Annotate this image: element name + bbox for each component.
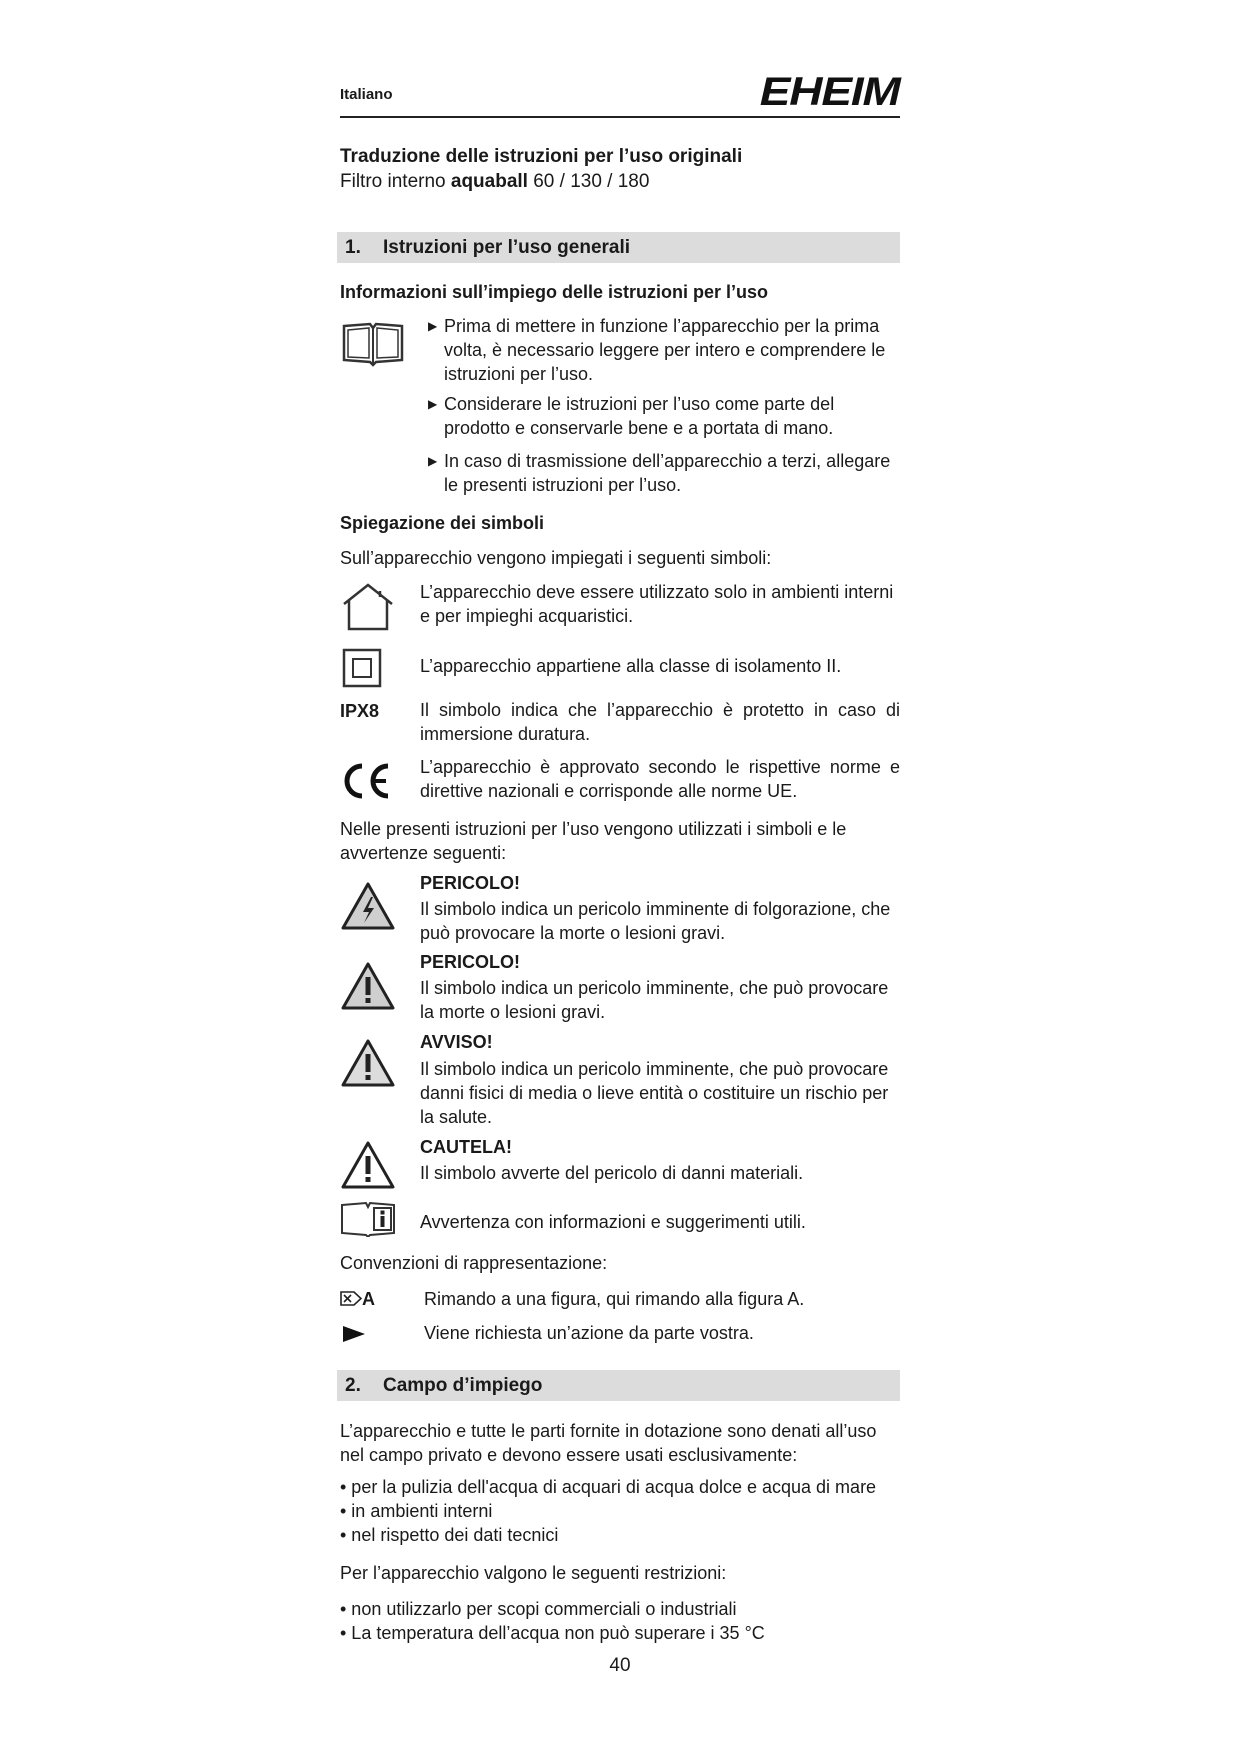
warning-title: PERICOLO! [420, 873, 521, 893]
warnings-intro: Nelle presenti istruzioni per l’uso vengono utilizzati i simboli e le avvertenze seguenti: [340, 819, 847, 863]
info-book-icon [340, 1201, 396, 1237]
restrictions-list [340, 1597, 900, 1645]
list-item: • per la pulizia dell'acqua di acquari di acqua dolce e acqua di mare [340, 1477, 877, 1497]
instruction-bullet: ▶ Prima di mettere in funzione l’apparecchio per la prima volta, è necessario leggere per intero e comprendere le istruzioni per l’uso. [428, 316, 886, 384]
ipx8-symbol-text: Il simbolo indica che l’apparecchio è protetto in caso di immersione duratura. [420, 700, 900, 744]
document-title: Traduzione delle istruzioni per l’uso originali [340, 146, 743, 167]
eheim-logo: EHEIM [760, 70, 900, 114]
insulation-class-2-icon [342, 648, 382, 688]
caution-warning-icon [340, 1038, 396, 1088]
action-text: Viene richiesta un’azione da parte vostra. [424, 1323, 754, 1343]
section-2-heading: 2. Campo d’impiego [337, 1370, 900, 1401]
language-label: Italiano [340, 86, 393, 103]
book-icon [340, 320, 406, 368]
page-header [340, 70, 900, 118]
info-usage-heading: Informazioni sull’impiego delle istruzioni per l’uso [340, 282, 769, 302]
warning-text: Il simbolo indica un pericolo imminente, che può provocare danni fisici di media o lieve entità o costituire un rischio per la salute. [420, 1059, 889, 1127]
instruction-bullet: ▶ In caso di trasmissione dell’apparecchio a terzi, allegare le presenti istruzioni per l’uso. [428, 451, 891, 495]
ipx8-label: IPX8 [340, 701, 380, 721]
action-arrow-icon [343, 1326, 365, 1342]
usage-intro: L’apparecchio e tutte le parti fornite in dotazione sono denati all’uso nel campo privato e devono essere usati esclusivamente: [340, 1421, 877, 1465]
list-item: • non utilizzarlo per scopi commerciali o industriali [340, 1599, 737, 1619]
danger-warning-icon [340, 961, 396, 1011]
warning-text: Il simbolo avverte del pericolo di danni materiali. [420, 1163, 804, 1183]
figure-reference-icon [340, 1291, 362, 1306]
indoor-symbol-text: L’apparecchio deve essere utilizzato solo in ambienti interni e per impieghi acquaristici. [420, 582, 894, 626]
warning-title: AVVISO! [420, 1032, 493, 1052]
figure-reference-label: A [340, 1289, 375, 1310]
conventions-heading: Convenzioni di rappresentazione: [340, 1253, 608, 1273]
list-item: • La temperatura dell’acqua non può superare i 35 °C [340, 1623, 765, 1643]
instruction-bullet: ▶ Considerare le istruzioni per l’uso come parte del prodotto e conservarle bene e a portata di mano. [428, 394, 835, 438]
usage-list [340, 1475, 900, 1547]
ce-symbol-text: L’apparecchio è approvato secondo le rispettive norme e direttive nazionali e corrisponde alle norme UE. [420, 757, 900, 801]
material-damage-icon [340, 1140, 396, 1190]
symbols-heading: Spiegazione dei simboli [340, 513, 545, 533]
electric-hazard-icon [340, 881, 396, 931]
ce-mark-icon [340, 760, 392, 802]
info-note-text: Avvertenza con informazioni e suggerimenti utili. [420, 1212, 806, 1232]
class2-symbol-text: L’apparecchio appartiene alla classe di isolamento II. [420, 656, 842, 676]
product-subtitle: Filtro interno aquaball 60 / 130 / 180 [340, 171, 650, 192]
page-number: 40 [609, 1655, 631, 1676]
symbols-intro: Sull’apparecchio vengono impiegati i seguenti simboli: [340, 548, 772, 568]
restrictions-intro: Per l’apparecchio valgono le seguenti restrizioni: [340, 1563, 727, 1583]
figure-reference-text: Rimando a una figura, qui rimando alla figura A. [424, 1289, 805, 1309]
section-1-heading: 1. Istruzioni per l’uso generali [337, 232, 900, 263]
warning-title: PERICOLO! [420, 952, 521, 972]
list-item: • nel rispetto dei dati tecnici [340, 1525, 559, 1545]
warning-title: CAUTELA! [420, 1137, 512, 1157]
list-item: • in ambienti interni [340, 1501, 493, 1521]
warning-text: Il simbolo indica un pericolo imminente di folgorazione, che può provocare la morte o lesioni gravi. [420, 899, 891, 943]
indoor-house-icon [340, 582, 396, 632]
warning-text: Il simbolo indica un pericolo imminente, che può provocare la morte o lesioni gravi. [420, 978, 889, 1022]
